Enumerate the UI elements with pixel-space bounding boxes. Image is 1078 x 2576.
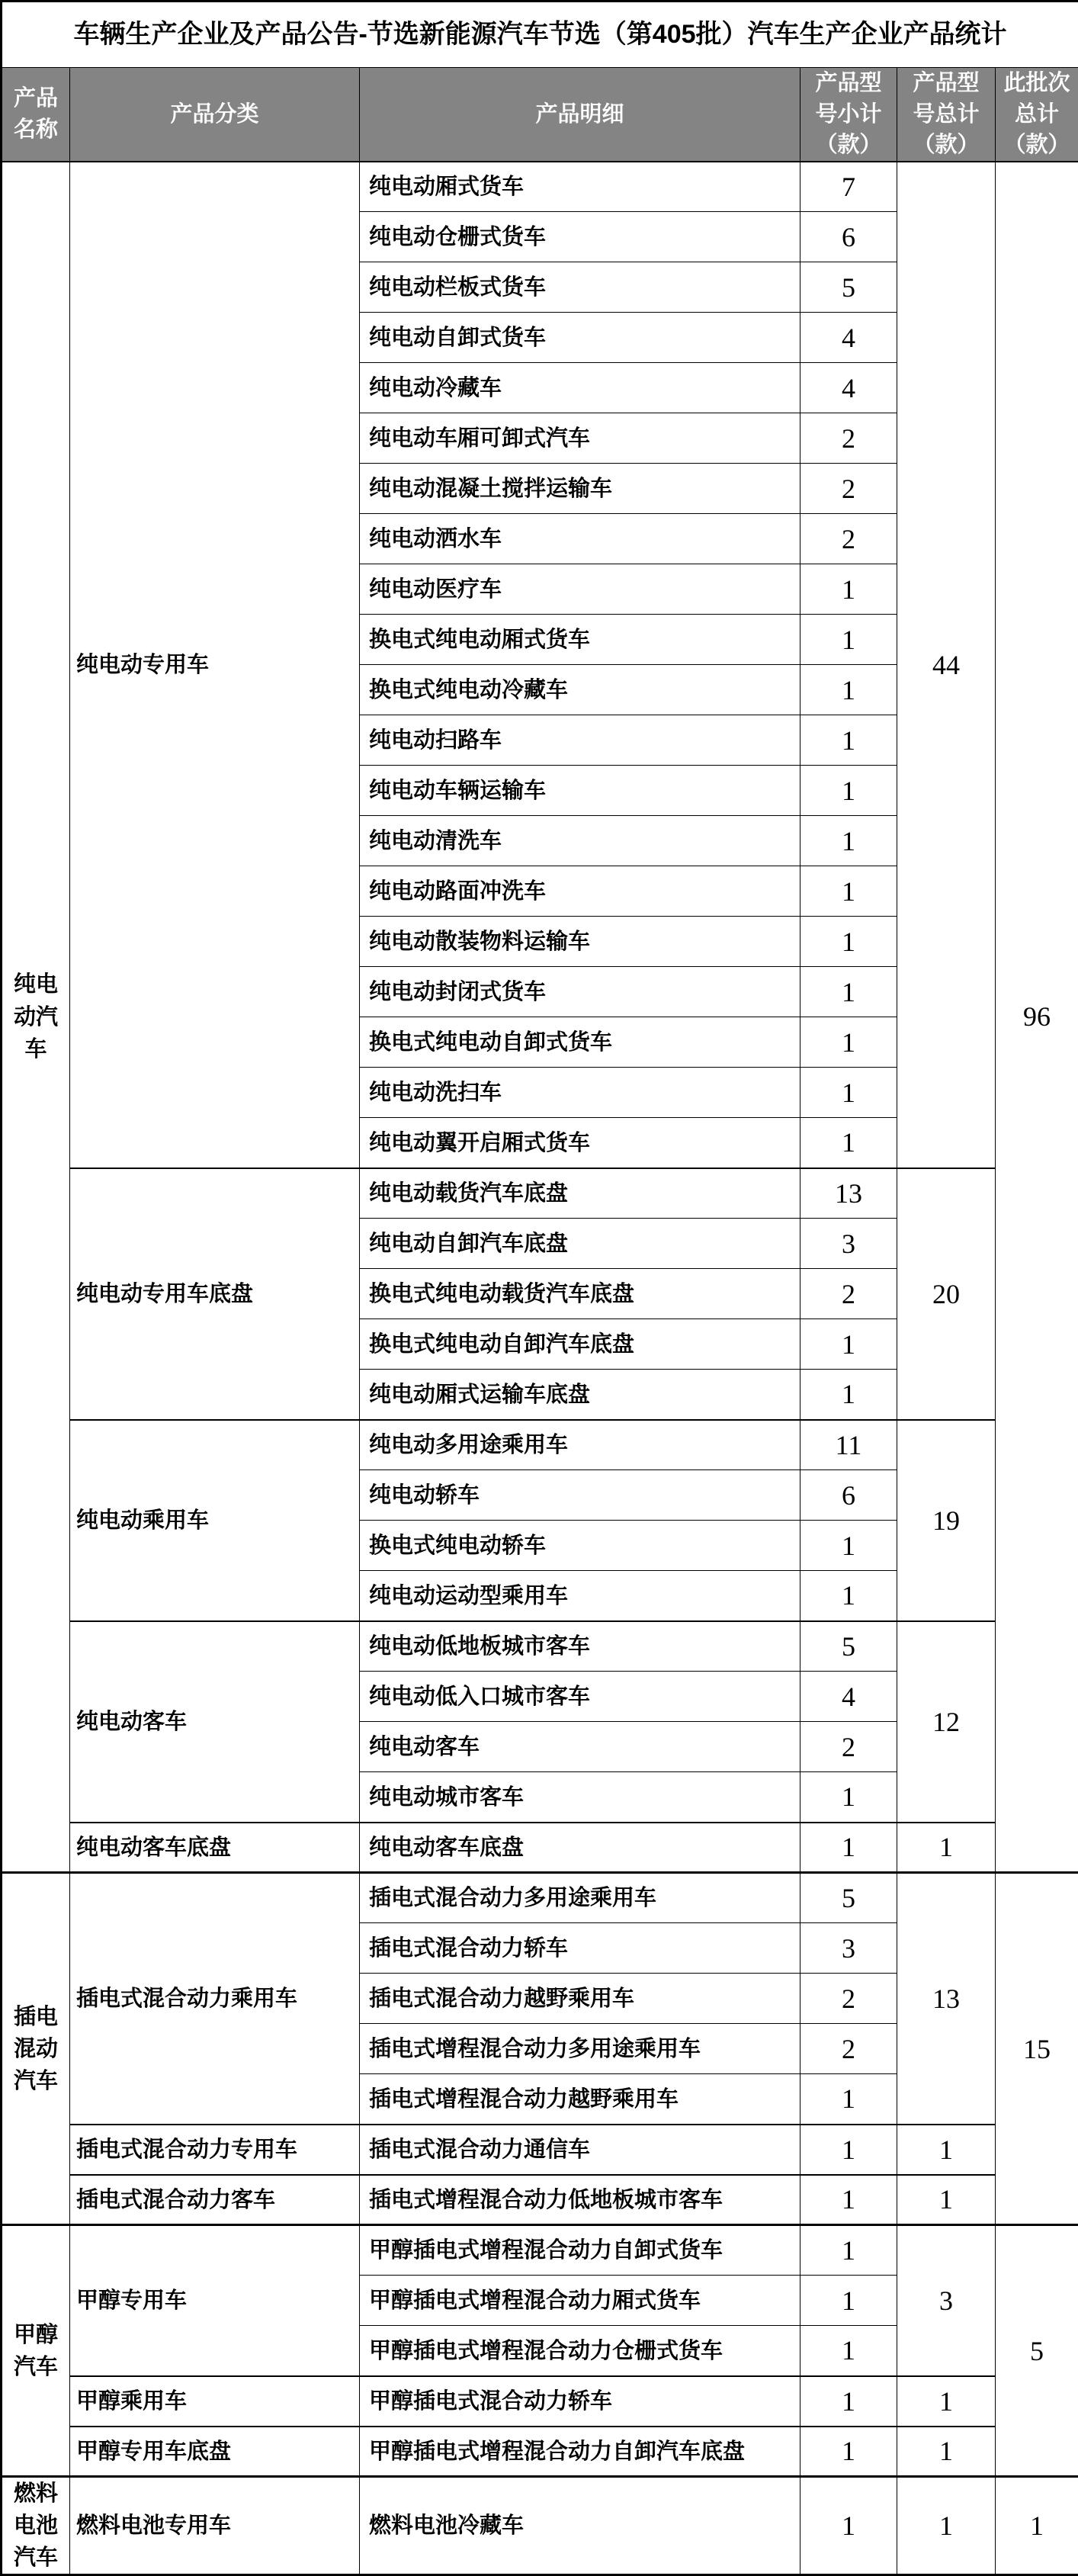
model-total-cell: 12 bbox=[897, 1621, 996, 1823]
table-row bbox=[2, 162, 1078, 212]
model-subtotal-cell: 1 bbox=[800, 665, 897, 715]
detail-cell: 换电式纯电动厢式货车 bbox=[360, 615, 800, 665]
model-subtotal-cell: 7 bbox=[800, 162, 897, 212]
model-subtotal-cell: 4 bbox=[800, 363, 897, 413]
table-row bbox=[2, 2, 1078, 68]
detail-cell: 插电式增程混合动力低地板城市客车 bbox=[360, 2175, 800, 2225]
table-row bbox=[2, 2225, 1078, 2276]
detail-cell: 纯电动仓栅式货车 bbox=[360, 212, 800, 262]
model-subtotal-cell: 1 bbox=[800, 2376, 897, 2427]
header-batch-total: 此批次总计（款） bbox=[996, 68, 1078, 162]
model-subtotal-cell: 1 bbox=[800, 2074, 897, 2125]
detail-cell: 纯电动栏板式货车 bbox=[360, 262, 800, 313]
detail-cell: 插电式混合动力多用途乘用车 bbox=[360, 1873, 800, 1923]
detail-cell: 纯电动扫路车 bbox=[360, 715, 800, 766]
model-subtotal-cell: 13 bbox=[800, 1168, 897, 1219]
detail-cell: 甲醇插电式混合动力轿车 bbox=[360, 2376, 800, 2427]
detail-cell: 纯电动散装物料运输车 bbox=[360, 917, 800, 967]
detail-cell: 甲醇插电式增程混合动力自卸汽车底盘 bbox=[360, 2427, 800, 2477]
model-total-cell: 1 bbox=[897, 2477, 996, 2575]
model-subtotal-cell: 5 bbox=[800, 1621, 897, 1672]
detail-cell: 换电式纯电动冷藏车 bbox=[360, 665, 800, 715]
table-row bbox=[2, 2477, 1078, 2575]
model-subtotal-cell: 1 bbox=[800, 1068, 897, 1118]
model-total-cell: 3 bbox=[897, 2225, 996, 2376]
model-total-cell: 1 bbox=[897, 2376, 996, 2427]
model-subtotal-cell: 1 bbox=[800, 715, 897, 766]
model-subtotal-cell: 1 bbox=[800, 816, 897, 866]
detail-cell: 燃料电池冷藏车 bbox=[360, 2477, 800, 2575]
category-cell: 插电式混合动力客车 bbox=[70, 2175, 360, 2225]
detail-cell: 纯电动厢式货车 bbox=[360, 162, 800, 212]
batch-total-cell: 5 bbox=[996, 2225, 1078, 2477]
detail-cell: 纯电动自卸式货车 bbox=[360, 313, 800, 363]
model-subtotal-cell: 1 bbox=[800, 2477, 897, 2575]
table-row bbox=[2, 2427, 1078, 2477]
category-cell: 燃料电池专用车 bbox=[70, 2477, 360, 2575]
detail-cell: 纯电动城市客车 bbox=[360, 1772, 800, 1823]
model-subtotal-cell: 6 bbox=[800, 1470, 897, 1521]
detail-cell: 插电式增程混合动力越野乘用车 bbox=[360, 2074, 800, 2125]
product-name-cell: 燃料电池汽车 bbox=[2, 2477, 70, 2575]
detail-cell: 纯电动车厢可卸式汽车 bbox=[360, 413, 800, 464]
detail-cell: 纯电动混凝土搅拌运输车 bbox=[360, 464, 800, 514]
model-subtotal-cell: 2 bbox=[800, 514, 897, 564]
detail-cell: 纯电动多用途乘用车 bbox=[360, 1420, 800, 1470]
detail-cell: 纯电动厢式运输车底盘 bbox=[360, 1370, 800, 1420]
model-subtotal-cell: 11 bbox=[800, 1420, 897, 1470]
model-subtotal-cell: 5 bbox=[800, 1873, 897, 1923]
detail-cell: 纯电动路面冲洗车 bbox=[360, 866, 800, 917]
table-row bbox=[2, 2376, 1078, 2427]
detail-cell: 纯电动封闭式货车 bbox=[360, 967, 800, 1017]
model-subtotal-cell: 1 bbox=[800, 1370, 897, 1420]
category-cell: 甲醇乘用车 bbox=[70, 2376, 360, 2427]
table-row bbox=[2, 1823, 1078, 1873]
table-row bbox=[2, 1420, 1078, 1470]
detail-cell: 纯电动洗扫车 bbox=[360, 1068, 800, 1118]
product-name-cell: 纯电动汽车 bbox=[2, 162, 70, 1873]
model-subtotal-cell: 1 bbox=[800, 1772, 897, 1823]
model-total-cell: 13 bbox=[897, 1873, 996, 2125]
model-subtotal-cell: 2 bbox=[800, 1269, 897, 1319]
page-title: 车辆生产企业及产品公告-节选新能源汽车节选（第405批）汽车生产企业产品统计 bbox=[2, 2, 1078, 68]
category-cell: 纯电动客车 bbox=[70, 1621, 360, 1823]
model-subtotal-cell: 2 bbox=[800, 2024, 897, 2074]
detail-cell: 纯电动客车底盘 bbox=[360, 1823, 800, 1873]
model-subtotal-cell: 1 bbox=[800, 2326, 897, 2376]
detail-cell: 纯电动运动型乘用车 bbox=[360, 1571, 800, 1621]
model-total-cell: 19 bbox=[897, 1420, 996, 1621]
model-subtotal-cell: 4 bbox=[800, 1672, 897, 1722]
category-cell: 甲醇专用车底盘 bbox=[70, 2427, 360, 2477]
category-cell: 纯电动客车底盘 bbox=[70, 1823, 360, 1873]
header-category: 产品分类 bbox=[70, 68, 360, 162]
model-subtotal-cell: 1 bbox=[800, 1118, 897, 1168]
model-subtotal-cell: 4 bbox=[800, 313, 897, 363]
detail-cell: 纯电动医疗车 bbox=[360, 564, 800, 615]
model-subtotal-cell: 1 bbox=[800, 766, 897, 816]
model-total-cell: 1 bbox=[897, 1823, 996, 1873]
model-subtotal-cell: 2 bbox=[800, 1974, 897, 2024]
product-name-cell: 插电混动汽车 bbox=[2, 1873, 70, 2225]
category-cell: 纯电动乘用车 bbox=[70, 1420, 360, 1621]
detail-cell: 纯电动翼开启厢式货车 bbox=[360, 1118, 800, 1168]
model-subtotal-cell: 1 bbox=[800, 2125, 897, 2175]
batch-total-cell: 1 bbox=[996, 2477, 1078, 2575]
detail-cell: 插电式增程混合动力多用途乘用车 bbox=[360, 2024, 800, 2074]
table-row bbox=[2, 2175, 1078, 2225]
product-name-cell: 甲醇汽车 bbox=[2, 2225, 70, 2477]
table-row bbox=[2, 1873, 1078, 1923]
table-row bbox=[2, 1168, 1078, 1219]
detail-cell: 纯电动清洗车 bbox=[360, 816, 800, 866]
header-model-subtotal: 产品型号小计（款） bbox=[800, 68, 897, 162]
category-cell: 纯电动专用车底盘 bbox=[70, 1168, 360, 1420]
category-cell: 插电式混合动力专用车 bbox=[70, 2125, 360, 2175]
model-subtotal-cell: 1 bbox=[800, 866, 897, 917]
table-header-row bbox=[2, 68, 1078, 162]
detail-cell: 换电式纯电动自卸汽车底盘 bbox=[360, 1319, 800, 1370]
model-subtotal-cell: 1 bbox=[800, 1017, 897, 1068]
model-subtotal-cell: 5 bbox=[800, 262, 897, 313]
batch-total-cell: 96 bbox=[996, 162, 1078, 1873]
model-subtotal-cell: 1 bbox=[800, 1319, 897, 1370]
model-subtotal-cell: 2 bbox=[800, 1722, 897, 1772]
header-model-total: 产品型号总计（款） bbox=[897, 68, 996, 162]
detail-cell: 纯电动车辆运输车 bbox=[360, 766, 800, 816]
category-cell: 纯电动专用车 bbox=[70, 162, 360, 1168]
detail-cell: 换电式纯电动载货汽车底盘 bbox=[360, 1269, 800, 1319]
model-subtotal-cell: 1 bbox=[800, 2276, 897, 2326]
detail-cell: 甲醇插电式增程混合动力厢式货车 bbox=[360, 2276, 800, 2326]
batch-total-cell: 15 bbox=[996, 1873, 1078, 2225]
model-total-cell: 1 bbox=[897, 2175, 996, 2225]
detail-cell: 纯电动低入口城市客车 bbox=[360, 1672, 800, 1722]
model-subtotal-cell: 1 bbox=[800, 917, 897, 967]
detail-cell: 纯电动洒水车 bbox=[360, 514, 800, 564]
model-subtotal-cell: 1 bbox=[800, 1571, 897, 1621]
model-subtotal-cell: 1 bbox=[800, 615, 897, 665]
detail-cell: 纯电动冷藏车 bbox=[360, 363, 800, 413]
model-subtotal-cell: 2 bbox=[800, 413, 897, 464]
category-cell: 插电式混合动力乘用车 bbox=[70, 1873, 360, 2125]
table-row bbox=[2, 2125, 1078, 2175]
model-subtotal-cell: 6 bbox=[800, 212, 897, 262]
detail-cell: 甲醇插电式增程混合动力仓栅式货车 bbox=[360, 2326, 800, 2376]
header-product-name: 产品名称 bbox=[2, 68, 70, 162]
category-cell: 甲醇专用车 bbox=[70, 2225, 360, 2376]
detail-cell: 纯电动轿车 bbox=[360, 1470, 800, 1521]
model-subtotal-cell: 1 bbox=[800, 2175, 897, 2225]
model-total-cell: 1 bbox=[897, 2427, 996, 2477]
model-subtotal-cell: 1 bbox=[800, 2427, 897, 2477]
detail-cell: 纯电动载货汽车底盘 bbox=[360, 1168, 800, 1219]
model-subtotal-cell: 1 bbox=[800, 1521, 897, 1571]
model-subtotal-cell: 1 bbox=[800, 1823, 897, 1873]
detail-cell: 纯电动客车 bbox=[360, 1722, 800, 1772]
model-subtotal-cell: 3 bbox=[800, 1923, 897, 1974]
model-subtotal-cell: 1 bbox=[800, 2225, 897, 2276]
model-subtotal-cell: 2 bbox=[800, 464, 897, 514]
detail-cell: 插电式混合动力轿车 bbox=[360, 1923, 800, 1974]
model-subtotal-cell: 1 bbox=[800, 564, 897, 615]
header-detail: 产品明细 bbox=[360, 68, 800, 162]
detail-cell: 纯电动低地板城市客车 bbox=[360, 1621, 800, 1672]
detail-cell: 插电式混合动力通信车 bbox=[360, 2125, 800, 2175]
detail-cell: 甲醇插电式增程混合动力自卸式货车 bbox=[360, 2225, 800, 2276]
detail-cell: 插电式混合动力越野乘用车 bbox=[360, 1974, 800, 2024]
table-row bbox=[2, 1621, 1078, 1672]
detail-cell: 换电式纯电动轿车 bbox=[360, 1521, 800, 1571]
model-total-cell: 20 bbox=[897, 1168, 996, 1420]
detail-cell: 纯电动自卸汽车底盘 bbox=[360, 1219, 800, 1269]
model-total-cell: 44 bbox=[897, 162, 996, 1168]
model-total-cell: 1 bbox=[897, 2125, 996, 2175]
detail-cell: 换电式纯电动自卸式货车 bbox=[360, 1017, 800, 1068]
model-subtotal-cell: 1 bbox=[800, 967, 897, 1017]
model-subtotal-cell: 3 bbox=[800, 1219, 897, 1269]
